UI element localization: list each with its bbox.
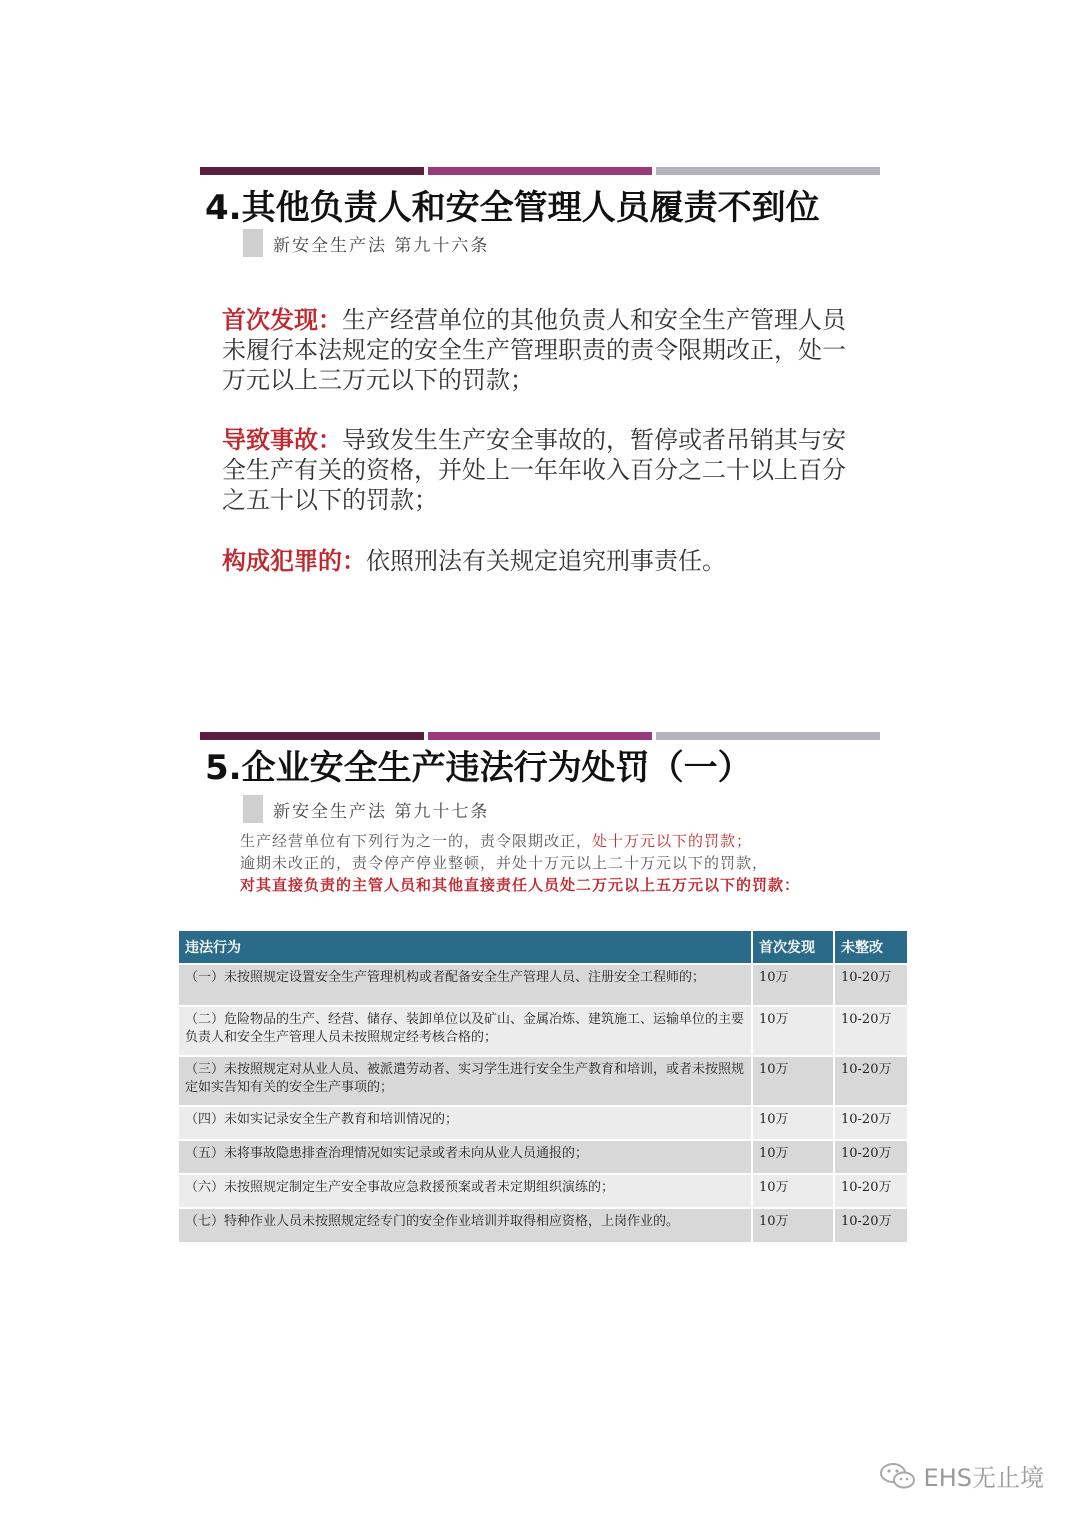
cell-first: 10万 <box>752 1106 834 1140</box>
section5-intro <box>240 830 860 896</box>
cell-first: 10万 <box>752 1140 834 1174</box>
section4-para-crime <box>222 546 862 576</box>
cell-uncorrected: 10-20万 <box>834 1106 907 1140</box>
law-marker <box>243 795 263 823</box>
section4-para-first <box>222 305 862 395</box>
cell-violation: （四）未如实记录安全生产教育和培训情况的； <box>179 1106 752 1140</box>
cell-uncorrected: 10-20万 <box>834 1140 907 1174</box>
section5-title: 5.企业安全生产违法行为处罚（一） <box>205 748 752 788</box>
cell-first: 10万 <box>752 1006 834 1056</box>
intro-text-red-bold: 对其直接负责的主管人员和其他直接责任人员处二万元以上五万元以下的罚款： <box>240 876 801 894</box>
cell-first: 10万 <box>752 964 834 1006</box>
law-marker <box>243 229 263 257</box>
intro-text-red: 处十万元以下的罚款； <box>592 832 753 850</box>
section5-law-text: 新安全生产法 第九十七条 <box>273 801 490 822</box>
cell-first: 10万 <box>752 1056 834 1106</box>
table-row <box>179 964 907 1006</box>
table-row <box>179 1174 907 1208</box>
cell-violation: （二）危险物品的生产、经营、储存、装卸单位以及矿山、金属冶炼、建筑施工、运输单位的主要负责人和安全生产管理人员未按照规定经考核合格的； <box>179 1006 752 1056</box>
wechat-icon <box>878 1461 918 1491</box>
intro-text: 逾期未改正的，责令停产停业整顿，并处十万元以上二十万元以下的罚款， <box>240 854 769 872</box>
para-label: 导致事故： <box>222 426 342 454</box>
penalty-table <box>179 931 907 1242</box>
table-row <box>179 1106 907 1140</box>
cell-violation: （五）未将事故隐患排查治理情况如实记录或者未向从业人员通报的； <box>179 1140 752 1174</box>
section5-law-ref <box>243 795 489 823</box>
section4-law-ref <box>243 229 489 257</box>
table-row <box>179 1006 907 1056</box>
intro-text: 生产经营单位有下列行为之一的，责令限期改正， <box>240 832 593 850</box>
section4-para-accident <box>222 425 862 515</box>
cell-uncorrected: 10-20万 <box>834 1208 907 1242</box>
para-text: 依照刑法有关规定追究刑事责任。 <box>366 547 726 575</box>
para-label: 首次发现： <box>222 306 342 334</box>
cell-violation: （六）未按照规定制定生产安全事故应急救援预案或者未定期组织演练的； <box>179 1174 752 1208</box>
cell-violation: （七）特种作业人员未按照规定经专门的安全作业培训并取得相应资格，上岗作业的。 <box>179 1208 752 1242</box>
cell-uncorrected: 10-20万 <box>834 964 907 1006</box>
section4-law-text: 新安全生产法 第九十六条 <box>273 235 490 256</box>
para-text: 生产经营单位的其他负责人和安全生产管理人员未履行本法规定的安全生产管理职责的责令限期改正，处一万元以上三万元以下的罚款； <box>222 306 846 394</box>
cell-violation: （三）未按照规定对从业人员、被派遣劳动者、实习学生进行安全生产教育和培训，或者未按照规定如实告知有关的安全生产事项的； <box>179 1056 752 1106</box>
table-row <box>179 1208 907 1242</box>
watermark <box>878 1458 1044 1493</box>
table-row <box>179 1056 907 1106</box>
para-text: 导致发生生产安全事故的，暂停或者吊销其与安全生产有关的资格，并处上一年年收入百分之二十以上百分之五十以下的罚款； <box>222 426 846 514</box>
section4-header-bars <box>200 167 880 175</box>
para-label: 构成犯罪的： <box>222 547 366 575</box>
table-header-row <box>179 931 907 964</box>
watermark-text: EHS无止境 <box>923 1464 1044 1492</box>
cell-violation: （一）未按照规定设置安全生产管理机构或者配备安全生产管理人员、注册安全工程师的； <box>179 964 752 1006</box>
table-row <box>179 1140 907 1174</box>
col-header-uncorrected: 未整改 <box>834 931 907 964</box>
col-header-violation: 违法行为 <box>179 931 752 964</box>
section4-title: 4.其他负责人和安全管理人员履责不到位 <box>205 188 820 228</box>
cell-uncorrected: 10-20万 <box>834 1056 907 1106</box>
cell-uncorrected: 10-20万 <box>834 1006 907 1056</box>
col-header-first: 首次发现 <box>752 931 834 964</box>
cell-first: 10万 <box>752 1174 834 1208</box>
cell-uncorrected: 10-20万 <box>834 1174 907 1208</box>
cell-first: 10万 <box>752 1208 834 1242</box>
section5-header-bars <box>200 732 880 740</box>
